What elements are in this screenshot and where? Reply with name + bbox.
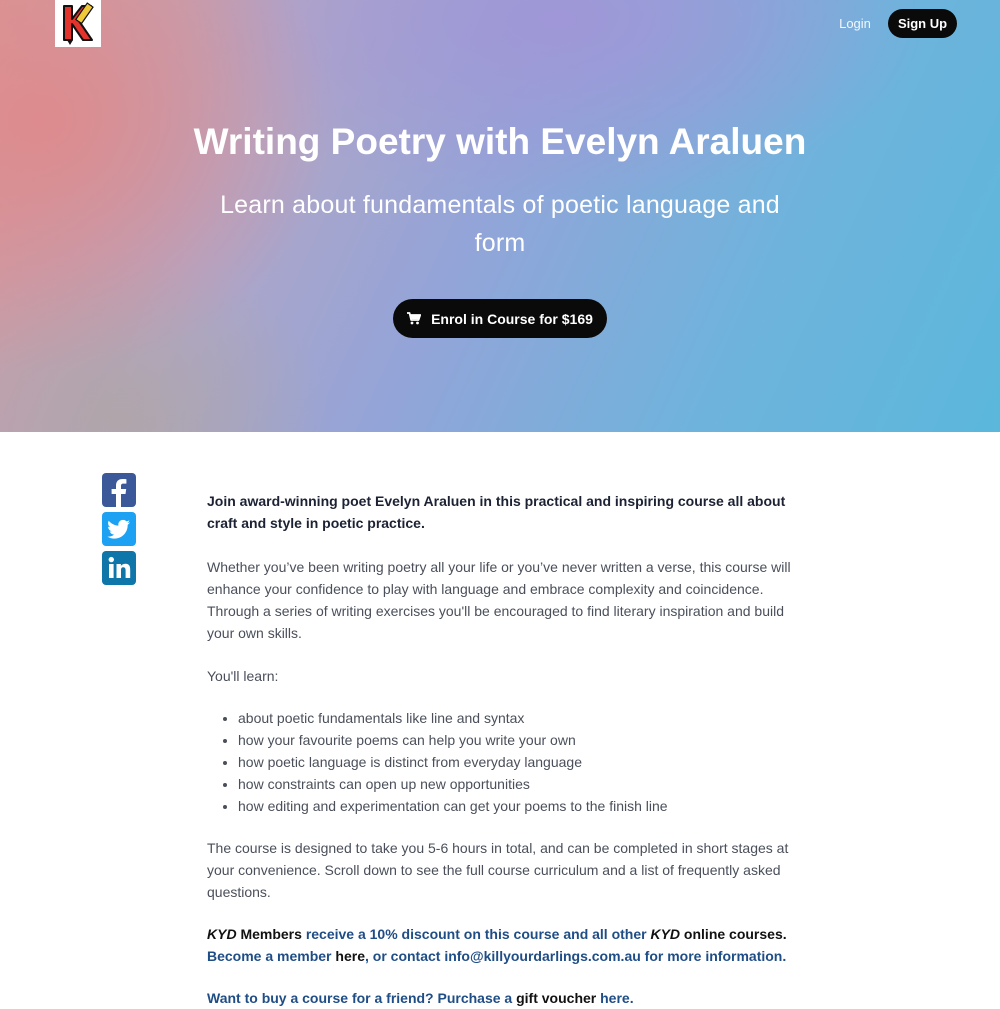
learn-list-item: • about poetic fundamentals like line and syntax: [238, 707, 797, 729]
learn-list: [207, 707, 797, 817]
enrol-button[interactable]: [393, 299, 607, 338]
login-link[interactable]: Login: [839, 16, 871, 31]
members-word: Members: [236, 926, 306, 942]
enrol-button-label: Enrol in Course for $169: [431, 310, 593, 327]
gift-text: Want to buy a course for a friend? Purchase a: [207, 990, 517, 1006]
member-here-link[interactable]: here: [335, 948, 365, 964]
course-duration-paragraph: The course is designed to take you 5-6 hours in total, and can be completed in short stages at your convenience. Scroll down to see the full course curriculum and a list of frequently asked questions.: [207, 840, 789, 900]
facebook-share-icon[interactable]: [102, 473, 136, 507]
learn-list-item: • how your favourite poems can help you write your own: [238, 729, 797, 751]
become-member-text: Become a member: [207, 948, 336, 964]
linkedin-share-icon[interactable]: [102, 551, 136, 585]
learn-heading: You'll learn:: [207, 668, 279, 684]
course-subtitle: Learn about fundamentals of poetic language and form: [220, 191, 780, 257]
kyd-label: KYD: [207, 926, 237, 942]
learn-list-item: • how constraints can open up new opportunities: [238, 773, 797, 795]
contact-email-text[interactable]: , or contact info@killyourdarlings.com.au for more information.: [364, 948, 787, 964]
learn-list-item: • how poetic language is distinct from everyday language: [238, 751, 797, 773]
discount-text: receive a 10% discount on this course and all other: [305, 926, 651, 942]
course-description: [207, 490, 797, 1009]
learn-list-item: • how editing and experimentation can get your poems to the finish line: [238, 795, 797, 817]
twitter-share-icon[interactable]: [102, 512, 136, 546]
course-lead-paragraph: Join award-winning poet Evelyn Araluen in this practical and inspiring course all about craft and style in poetic practice.: [207, 493, 786, 531]
online-courses-text: online courses.: [680, 926, 787, 942]
gift-voucher-paragraph: [207, 987, 797, 1009]
gift-voucher-link[interactable]: gift voucher: [516, 990, 597, 1006]
sign-up-button[interactable]: Sign Up: [888, 9, 957, 38]
site-logo[interactable]: [55, 0, 101, 47]
gift-here-link[interactable]: here.: [596, 990, 634, 1006]
hero-banner: [0, 0, 1000, 432]
members-discount-paragraph: [207, 923, 797, 967]
course-intro-paragraph: Whether you’ve been writing poetry all your life or you’ve never written a verse, this course will enhance your confidence to play with language and embrace complexity and coincidence. Through a series of writing exercises you'll be encouraged to find literary inspiration and build your own skills.: [207, 559, 791, 641]
logo-k-pencil-icon: [55, 0, 101, 47]
course-title: Writing Poetry with Evelyn Araluen: [193, 121, 807, 162]
shopping-cart-icon: [407, 312, 421, 325]
kyd-label: KYD: [650, 926, 681, 942]
